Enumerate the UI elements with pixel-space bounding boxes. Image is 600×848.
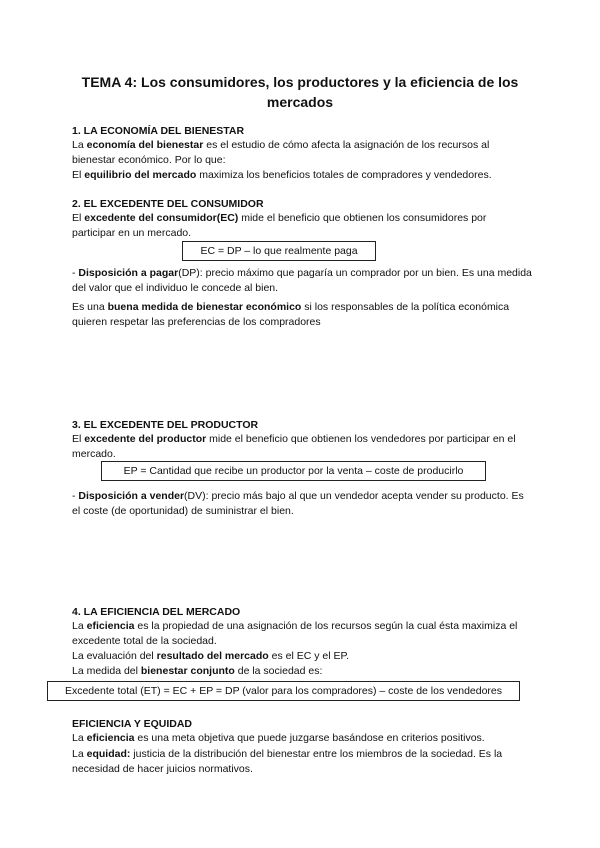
section-3-paragraph-2: - Disposición a vender(DV): precio más bajo al que un vendedor acepta vender su producto. Es el coste (de oportunidad) de suministrar el bien.	[72, 490, 524, 517]
section-4-paragraph-3: La medida del bienestar conjunto de la sociedad es:	[72, 665, 323, 677]
section-heading-1: 1. LA ECONOMÍA DEL BIENESTAR	[72, 125, 245, 137]
section-4-paragraph-2: La evaluación del resultado del mercado es el EC y el EP.	[72, 650, 350, 662]
section-5-paragraph-1: La eficiencia es una meta objetiva que puede juzgarse basándose en criterios positivos.	[72, 732, 485, 744]
section-2-paragraph-3: Es una buena medida de bienestar económico si los responsables de la política económica quieren respetar las preferencias de los compradores	[72, 301, 510, 328]
section-5-paragraph-2: La equidad: justicia de la distribución del bienestar entre los miembros de la sociedad. Es la necesidad de hacer juicios normativos.	[72, 748, 503, 775]
section-1-paragraph-1: La economía del bienestar es el estudio de cómo afecta la asignación de los recursos al bienestar económico. Por lo que:	[72, 139, 490, 166]
formula-box-ep: EP = Cantidad que recibe un productor por la venta – coste de producirlo	[101, 461, 486, 481]
section-2-paragraph-1: El excedente del consumidor(EC) mide el beneficio que obtienen los consumidores por participar en un mercado.	[72, 212, 487, 239]
section-2-paragraph-2: - Disposición a pagar(DP): precio máximo que pagaría un comprador por un bien. Es una medida del valor que el individuo le concede al bien.	[72, 267, 532, 294]
section-heading-3: 3. EL EXCEDENTE DEL PRODUCTOR	[72, 419, 259, 431]
formula-box-ec: EC = DP – lo que realmente paga	[182, 241, 376, 261]
page-title: TEMA 4: Los consumidores, los productores y la eficiencia de los mercados	[81, 74, 519, 110]
formula-box-et: Excedente total (ET) = EC + EP = DP (valor para los compradores) – coste de los vendedores	[47, 681, 520, 701]
section-3-paragraph-1: El excedente del productor mide el beneficio que obtienen los vendedores por participar en el mercado.	[72, 433, 516, 460]
section-heading-5: EFICIENCIA Y EQUIDAD	[72, 718, 192, 730]
section-heading-2: 2. EL EXCEDENTE DEL CONSUMIDOR	[72, 198, 264, 210]
section-4-paragraph-1: La eficiencia es la propiedad de una asignación de los recursos según la cual ésta maximiza el excedente total de la sociedad.	[72, 620, 518, 647]
section-heading-4: 4. LA EFICIENCIA DEL MERCADO	[72, 606, 241, 618]
section-1-paragraph-2: El equilibrio del mercado maximiza los beneficios totales de compradores y vendedores.	[72, 169, 492, 181]
